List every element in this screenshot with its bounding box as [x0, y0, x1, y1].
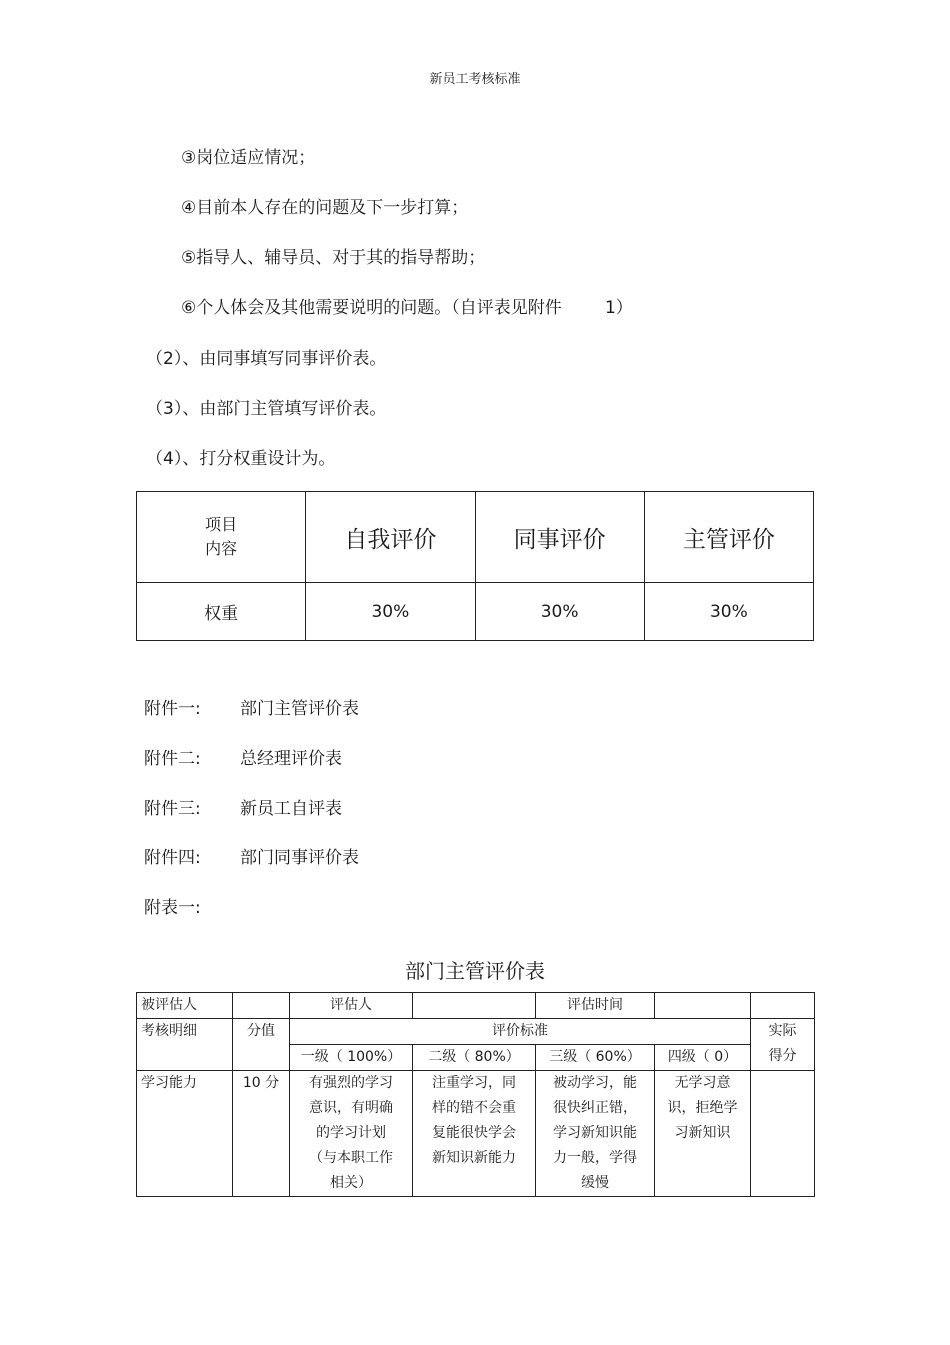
- weights-header-line1: 项目: [205, 515, 238, 534]
- eval-time-value: [655, 993, 751, 1019]
- desc-line: 识，拒绝学: [667, 1100, 738, 1116]
- weights-value-peer: 30%: [475, 583, 644, 641]
- attachment-label: 附件一:: [144, 699, 201, 719]
- attachment-title: 总经理评价表: [240, 749, 342, 769]
- weights-col-manager: 主管评价: [644, 492, 813, 583]
- desc-line: 被动学习，能: [553, 1075, 637, 1091]
- weights-value-manager: 30%: [644, 583, 813, 641]
- level-3-header: 三级（ 60%）: [536, 1045, 655, 1071]
- weights-header-cell: [137, 492, 306, 583]
- desc-line: 样的错不会重: [432, 1100, 516, 1116]
- level-2-header: 二级（ 80%）: [413, 1045, 536, 1071]
- list-item: ⑤指导人、辅导员、对于其的指导帮助；: [181, 248, 486, 268]
- attachment-title: 新员工自评表: [240, 799, 342, 819]
- attachment-title: 部门同事评价表: [240, 848, 359, 868]
- desc-line: 缓慢: [581, 1175, 609, 1191]
- attachment-label: 附件四:: [144, 848, 201, 868]
- actual-score-label: [751, 1019, 815, 1071]
- eval-table-title: 部门主管评价表: [405, 959, 545, 983]
- attachment-title: 部门主管评价表: [240, 699, 359, 719]
- evaluatee-value: [233, 993, 290, 1019]
- desc-line: 很快纠正错，: [553, 1100, 637, 1116]
- list-item: ⑥个人体会及其他需要说明的问题。（自评表见附件 1）: [181, 298, 633, 318]
- level-4-header: 四级（ 0）: [655, 1045, 751, 1071]
- desc-line: 新知识新能力: [432, 1150, 516, 1166]
- desc-line: 有强烈的学习: [309, 1075, 393, 1091]
- desc-line: （与本职工作: [309, 1150, 393, 1166]
- level-1-header: 一级（ 100%）: [290, 1045, 413, 1071]
- item-score: 10 分: [233, 1071, 290, 1197]
- desc-line: 学习新知识能: [553, 1125, 637, 1141]
- attachment-label: 附件三:: [144, 799, 201, 819]
- evaluator-value: [413, 993, 536, 1019]
- detail-label: 考核明细: [137, 1019, 233, 1071]
- evaluator-label: 评估人: [290, 993, 413, 1019]
- desc-line: 复能很快学会: [432, 1125, 516, 1141]
- level-4-desc: [655, 1071, 751, 1197]
- desc-line: 相关）: [330, 1175, 372, 1191]
- list-item: ③岗位适应情况；: [181, 148, 316, 168]
- desc-line: 注重学习，同: [432, 1075, 516, 1091]
- weights-row-label: 权重: [137, 583, 306, 641]
- item-name: 学习能力: [137, 1071, 233, 1197]
- section-line: （2）、由同事填写同事评价表。: [146, 349, 387, 369]
- score-label: 分值: [233, 1019, 290, 1071]
- evaluatee-label: 被评估人: [137, 993, 233, 1019]
- actual-score-value: [751, 1071, 815, 1197]
- manager-eval-table: [136, 992, 815, 1197]
- desc-line: 的学习计划: [316, 1125, 386, 1141]
- attachment-label: 附件二:: [144, 749, 201, 769]
- desc-line: 意识，有明确: [309, 1100, 393, 1116]
- section-line: （4）、打分权重设计为。: [146, 449, 336, 469]
- weights-header-line2: 内容: [205, 539, 238, 558]
- level-2-desc: [413, 1071, 536, 1197]
- weights-value-self: 30%: [306, 583, 475, 641]
- page-header: 新员工考核标准: [429, 72, 521, 87]
- level-1-desc: [290, 1071, 413, 1197]
- desc-line: 无学习意: [674, 1075, 731, 1091]
- desc-line: 力一般，学得: [553, 1150, 637, 1166]
- appendix-label: 附表一:: [144, 898, 201, 918]
- actual-score-line1: 实际: [768, 1023, 797, 1039]
- weights-col-peer: 同事评价: [475, 492, 644, 583]
- blank-cell: [751, 993, 815, 1019]
- section-line: （3）、由部门主管填写评价表。: [146, 399, 387, 419]
- weights-table: [136, 491, 814, 641]
- level-3-desc: [536, 1071, 655, 1197]
- desc-line: 习新知识: [674, 1125, 731, 1141]
- weights-col-self: 自我评价: [306, 492, 475, 583]
- actual-score-line2: 得分: [768, 1048, 797, 1064]
- criteria-label: 评价标准: [290, 1019, 751, 1045]
- list-item: ④目前本人存在的问题及下一步打算；: [181, 198, 469, 218]
- eval-time-label: 评估时间: [536, 993, 655, 1019]
